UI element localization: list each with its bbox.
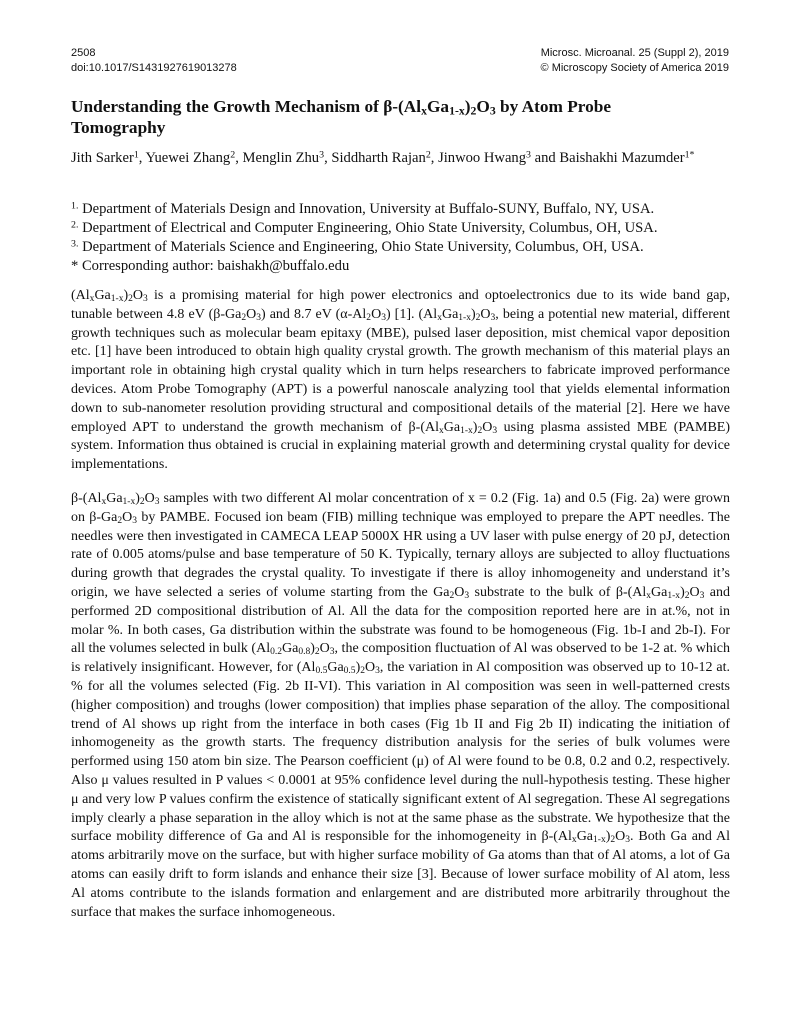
- running-header-right: [541, 46, 729, 76]
- corresponding-author: * Corresponding author: baishakh@buffalo.edu: [71, 258, 350, 274]
- author-list: Jith Sarker$^1$, Yuewei Zhang$^2$, Menglin Zhu$^3$, Siddharth Rajan$^2$, Jinwoo Hwang$^3$ and Baishakhi Mazumder$^{1*}$: [71, 149, 695, 166]
- affiliation-list: [71, 200, 731, 276]
- page-number: 2508: [71, 47, 96, 59]
- affiliation-item: $^{1.}$ Department of Materials Design and Innovation, University at Buffalo-SUNY, Buffalo, NY, USA.: [71, 200, 655, 217]
- running-header-left: [71, 46, 237, 76]
- copyright: © Microscopy Society of America 2019: [540, 62, 729, 74]
- doi: doi:10.1017/S1431927619013278: [71, 62, 237, 74]
- body-paragraph-1: $(Al_xGa_{1-x})_2O_3$ is a promising material for high power electronics and optoelectronics due to its wide band gap, tunable between 4.8 eV $(\beta-Ga_2O_3)$ and 8.7 eV $(\alpha-Al_2O_3)$ [1]. $(Al_xGa_{1-x})_2O_3$, being a potential new material, different growth techniques such as molecular beam epitaxy (MBE), pulsed laser deposition, mist chemical vapor deposition etc. [1] have been introduced to obtain high quality crystal growth. The growth mechanism of this material plays an important role in obtaining high crystal quality which in turn helps researchers to fabricate improved performance devices. Atom Probe Tomography (APT) is a powerful nanoscale analyzing tool that yields elemental information down to sub-nanometer resolution providing structural and compositional details of the material [2]. Here we have employed APT to understand the growth mechanism of $\beta-(Al_xGa_{1-x})_2O_3$ using plasma assisted MBE (PAMBE) system. Information thus obtained is crucial in explaining material growth and determining crystal quality for device implementations.: [71, 288, 730, 473]
- affiliation-item: $^{3.}$ Department of Materials Science and Engineering, Ohio State University, Columbus, OH, USA.: [71, 238, 644, 255]
- affiliation-item: $^{2.}$ Department of Electrical and Computer Engineering, Ohio State University, Columbus, OH, USA.: [71, 219, 658, 236]
- journal-citation: Microsc. Microanal. 25 (Suppl 2), 2019: [540, 47, 729, 59]
- body-paragraph-2: $\beta-(Al_xGa_{1-x})_2O_3$ samples with two different Al molar concentration of x = 0.2 (Fig. 1a) and 0.5 (Fig. 2a) were grown on $\beta-Ga_2O_3$ by PAMBE. Focused ion beam (FIB) milling technique was employed to prepare the APT needles. The needles were then investigated in CAMECA LEAP 5000X HR using a UV laser with pulse energy of 20 pJ, detection rate of 0.005 atoms/pulse and base temperature of 50 K. Typically, ternary alloys are subjected to alloy fluctuations during growth that degrades the crystal quality. To investigate if there is alloy inhomogeneity and understand it’s origin, we have selected a series of volume starting from the $Ga_2O_3$ substrate to the bulk of $\beta-(Al_xGa_{1-x})_2O_3$ and performed 2D compositional distribution of Al. All the data for the composition reported here are in at.%, not in molar %. In both cases, Ga distribution within the substrate was found to be homogeneous (Fig. 1b-I and 2b-I). For all the volumes selected in bulk $(Al_{0.2}Ga_{0.8})_2O_3$, the composition fluctuation of Al was observed to be 1-2 at. % which is relatively insignificant. However, for $(Al_{0.5}Ga_{0.5})_2O_3$, the variation in Al composition was observed up to 10-12 at. % for all the volumes selected (Fig. 2b II-VI). This variation in Al composition was seen in well-patterned crests (higher composition) and troughs (lower composition) that implies phase separation of the alloy. The compositional trend of Al shows up right from the interface in both cases (Fig 1b II and Fig 2b II) indicating the initiation of inhomogeneity as the growth starts. The frequency distribution analysis for the series of bulk volumes were performed using 150 atom bin size. The Pearson coefficient (μ) of Al were found to be 0.8, 0.2 and 0.2, respectively. Also μ values resulted in P values < 0.0001 at 95% confidence level during the null-hypothesis testing. These higher μ and very low P values confirm the existence of statically significant extent of Al segregation. These Al segregations imply clearly a phase separation in the alloy which is not at the same phase as the substrate. We hypothesize that the surface mobility difference of Ga and Al is responsible for the inhomogeneity in $\beta-(Al_xGa_{1-x})_2O_3$. Both Ga and Al atoms arbitrarily move on the surface, but with higher surface mobility of Ga atoms than that of Al atoms, a lot of Ga atoms can easily drift to form islands and enhance their size [3]. Because of lower surface mobility of Al atom, less Al atoms contribute to the islands formation and enlargement and are distributed more arbitrarily throughout the surface that makes the surface inhomogeneous.: [71, 491, 731, 920]
- paper-title: Understanding the Growth Mechanism of $\beta-(Al_xGa_{1-x})_2O_3$ by Atom Probe Tomography: [71, 97, 612, 137]
